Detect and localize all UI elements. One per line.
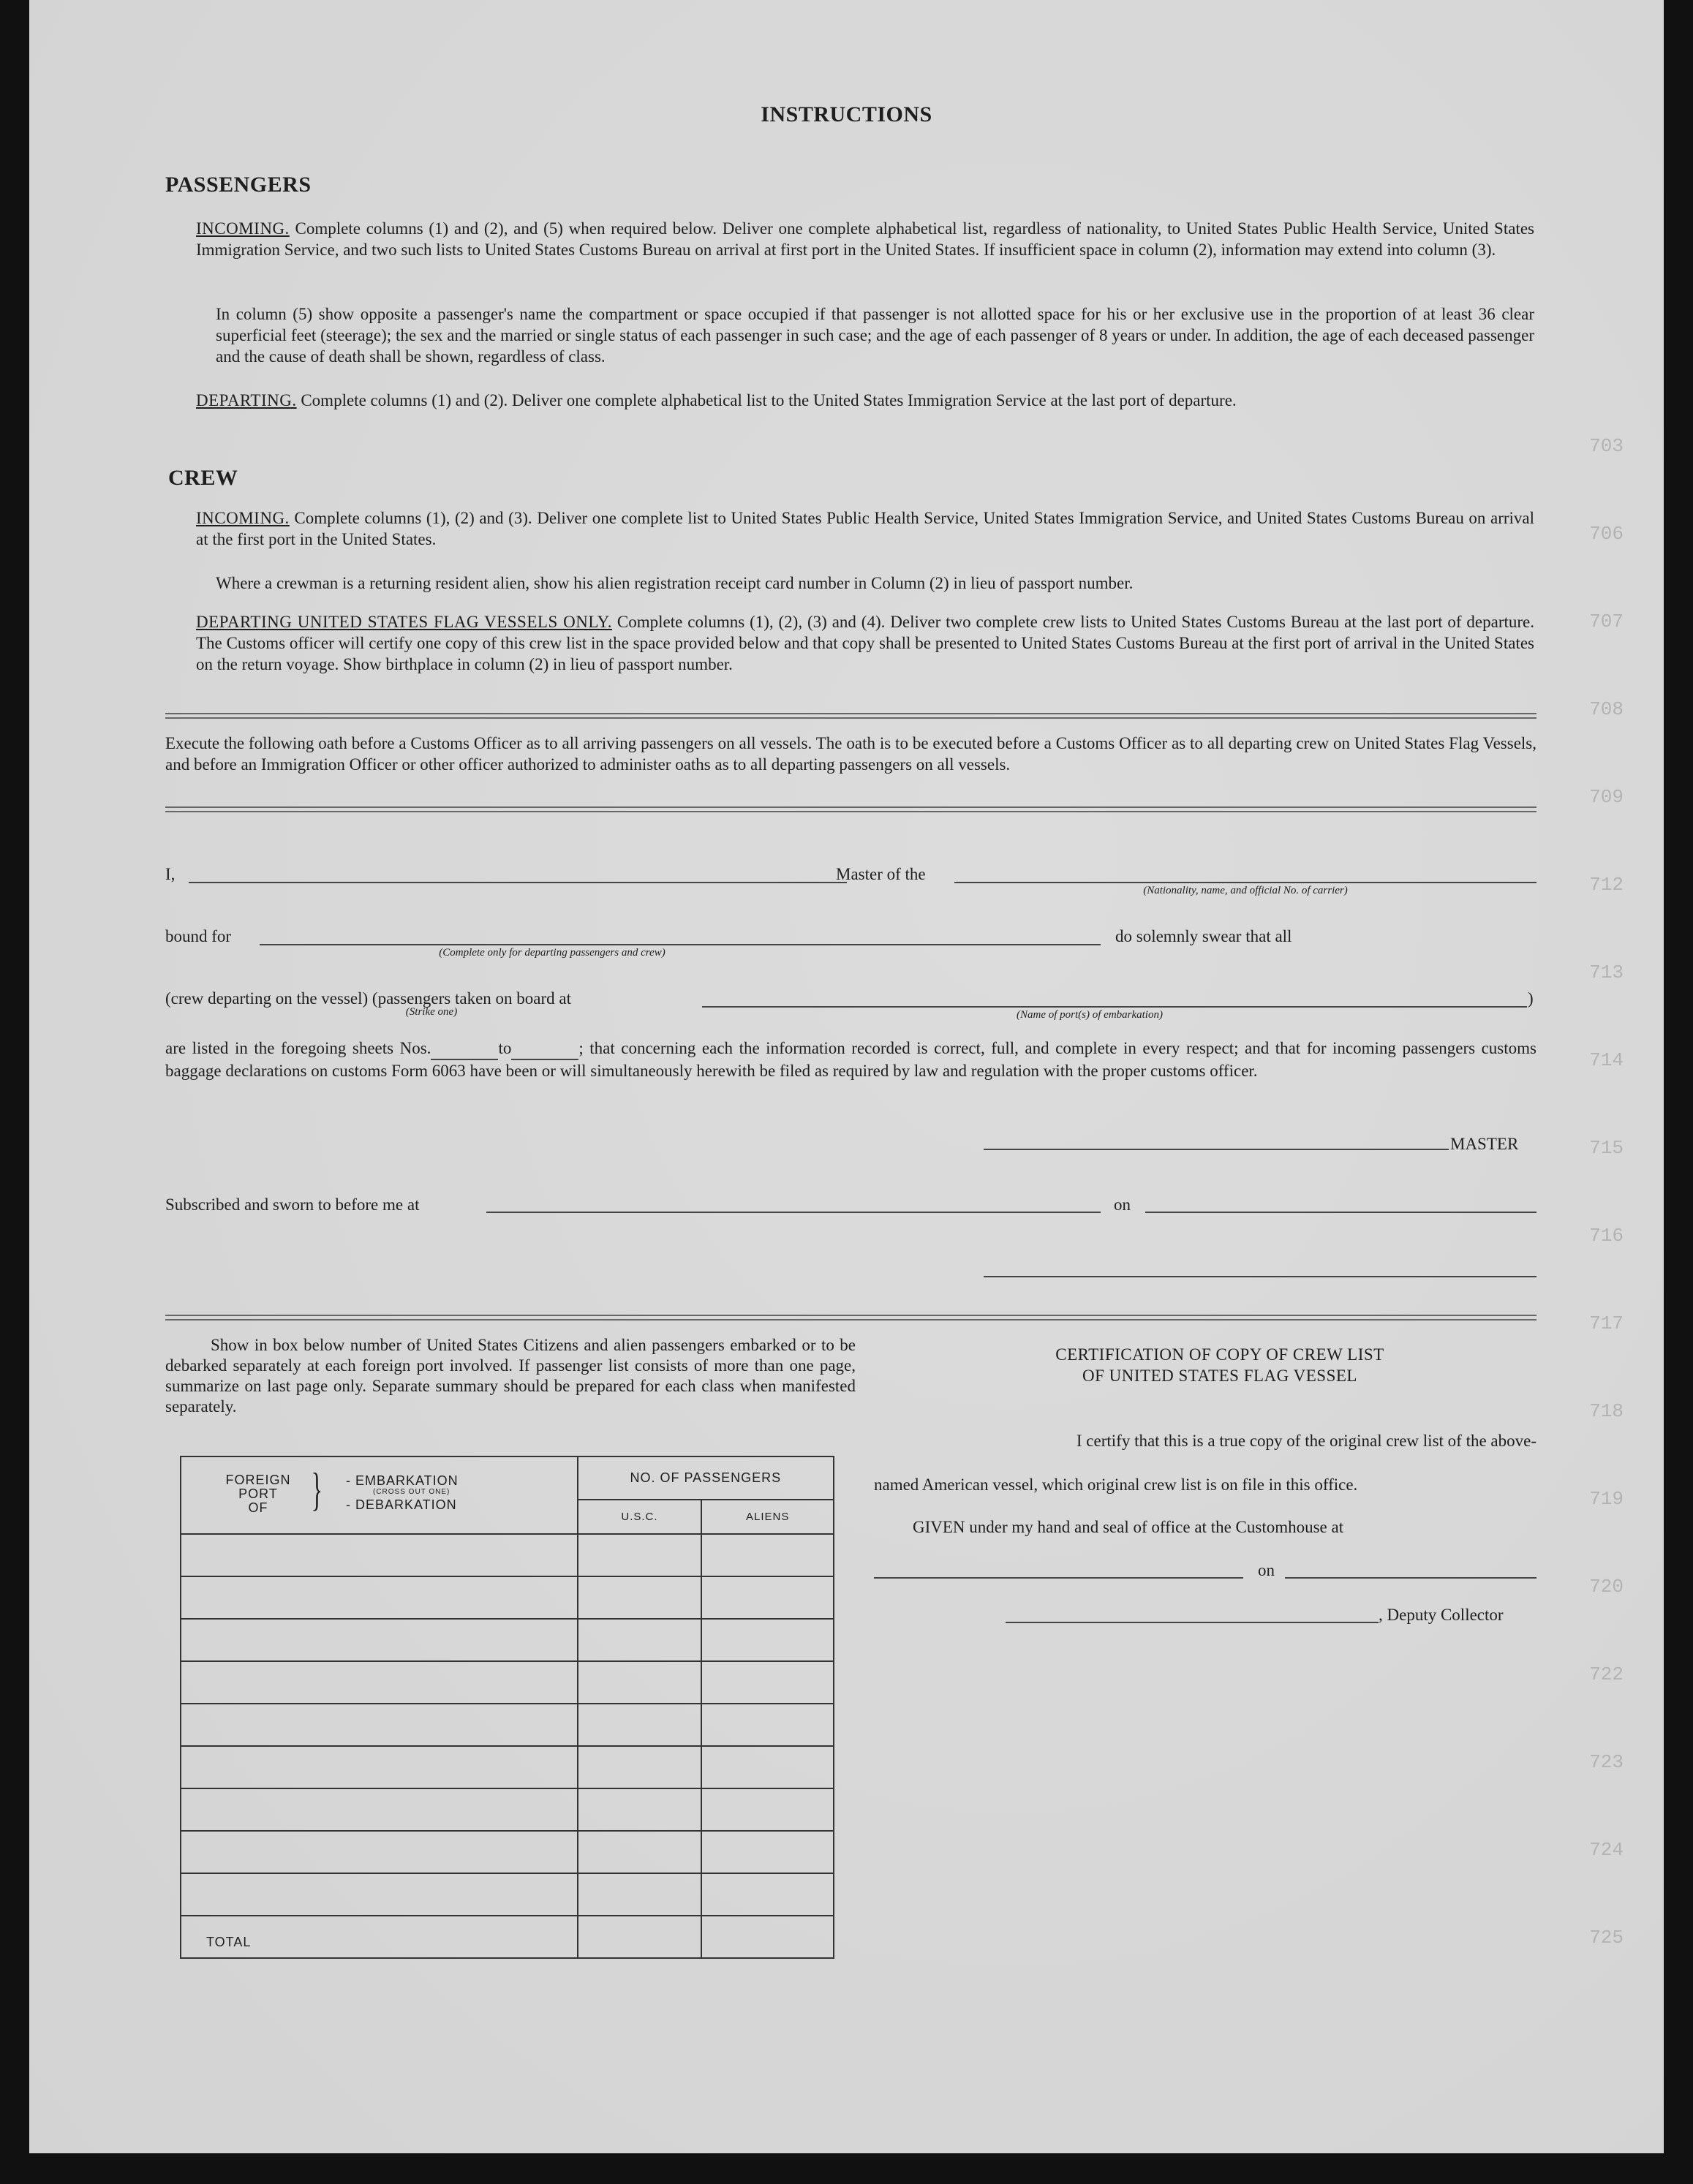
aliens-cell[interactable] (701, 1576, 834, 1619)
crew-passengers-label: (crew departing on the vessel) (passengers taken on board at (165, 989, 571, 1008)
departing-note: (Complete only for departing passengers and crew) (439, 947, 665, 959)
deputy-collector-label: , Deputy Collector (1379, 1606, 1504, 1624)
subscribed-on-label: on (1114, 1195, 1131, 1214)
port-cell[interactable] (181, 1873, 578, 1916)
crew-incoming-label: INCOMING. (196, 509, 290, 527)
port-cell[interactable] (181, 1619, 578, 1661)
foreign-port-of (218, 1473, 298, 1515)
bleedthrough-number: 718 (1589, 1400, 1624, 1422)
swear-label: do solemnly swear that all (1115, 927, 1292, 945)
bleedthrough-number: 706 (1589, 523, 1624, 545)
bleedthrough-number: 720 (1589, 1576, 1624, 1598)
crew-departing-text: Complete columns (1), (2), (3) and (4). Deliver two complete crew lists to United States Customs Bureau at the last port of departure. The Customs officer will certify one copy of this crew list in the space provided below and that copy shall be presented to United States Customs Bureau at the first port of arrival in the United States on the return voyage. Show birthplace in column (2) in lieu of passport number. (196, 613, 1535, 673)
bleedthrough-column (1536, 435, 1624, 2044)
certify-line1: I certify that this is a true copy of the original crew list of the above- (1076, 1432, 1536, 1450)
port-cell[interactable] (181, 1661, 578, 1704)
passenger-summary-table (180, 1456, 834, 1959)
carrier-field[interactable] (954, 882, 1536, 883)
port-cell[interactable] (181, 1576, 578, 1619)
listed-paragraph (165, 1038, 1536, 1081)
bleedthrough-number: 713 (1589, 961, 1624, 983)
summary-note: Show in box below number of United States Citizens and alien passengers embarked or to be debarked separately at each foreign port involved. If passenger list consists of more than one page, summarize on last page only. Separate summary should be prepared for each class when manifested separately. (165, 1336, 856, 1416)
listed-rest: ; that concerning each the information recorded is correct, full, and complete in every respect; and that for incoming passengers customs baggage declarations on customs Form 6063 have been or will simultaneously herewith be filed as required by law and regulation with the proper customs officer. (165, 1039, 1536, 1080)
aliens-header: ALIENS (701, 1500, 834, 1534)
brace-icon: } (311, 1463, 323, 1515)
to-label: to (498, 1039, 512, 1057)
usc-total-cell[interactable] (578, 1916, 702, 1958)
port-cell[interactable] (181, 1746, 578, 1788)
debarkation-label: - DEBARKATION (346, 1497, 457, 1512)
bleedthrough-number: 722 (1589, 1663, 1624, 1685)
usc-cell[interactable] (578, 1576, 702, 1619)
divider-double (165, 806, 1536, 812)
bleedthrough-number: 714 (1589, 1049, 1624, 1071)
master-label: MASTER (1450, 1135, 1519, 1153)
passengers-incoming-text: Complete columns (1) and (2), and (5) when required below. Deliver one complete alphabetical list, regardless of nationality, to United States Public Health Service, United States Immigration Service, and two such lists to United States Customs Bureau on arrival at first port in the United States. If insufficient space in column (2), information may extend into column (3). (196, 219, 1534, 259)
usc-cell[interactable] (578, 1704, 702, 1746)
bleedthrough-number: 725 (1589, 1927, 1624, 1949)
aliens-cell[interactable] (701, 1788, 834, 1831)
bleedthrough-number: 723 (1589, 1751, 1624, 1773)
embarkation-label: - EMBARKATION (346, 1473, 459, 1488)
ports-note: (Name of port(s) of embarkation) (1017, 1009, 1163, 1021)
crew-departing-paragraph (196, 611, 1534, 675)
divider-double (165, 1315, 1536, 1320)
usc-cell[interactable] (578, 1831, 702, 1873)
deputy-signature-field[interactable] (1006, 1622, 1379, 1623)
sheet-from-field[interactable] (431, 1038, 498, 1060)
usc-cell[interactable] (578, 1619, 702, 1661)
crew-heading: CREW (168, 466, 238, 490)
bleedthrough-number: 707 (1589, 611, 1624, 632)
bleedthrough-number: 716 (1589, 1225, 1624, 1247)
crew-incoming-paragraph (196, 507, 1534, 550)
of-label: OF (248, 1500, 268, 1515)
bleedthrough-number: 708 (1589, 698, 1624, 720)
usc-cell[interactable] (578, 1746, 702, 1788)
listed-prefix: are listed in the foregoing sheets Nos. (165, 1039, 431, 1057)
cert-date-field[interactable] (1285, 1577, 1536, 1579)
cross-out-note: (CROSS OUT ONE) (373, 1488, 450, 1496)
usc-cell[interactable] (578, 1661, 702, 1704)
aliens-cell[interactable] (701, 1746, 834, 1788)
bleedthrough-number: 709 (1589, 786, 1624, 808)
aliens-cell[interactable] (701, 1619, 834, 1661)
port-cell[interactable] (181, 1831, 578, 1873)
port-cell[interactable] (181, 1788, 578, 1831)
port-cell[interactable] (181, 1704, 578, 1746)
bleedthrough-number: 724 (1589, 1839, 1624, 1861)
aliens-cell[interactable] (701, 1534, 834, 1576)
passengers-incoming-label: INCOMING. (196, 219, 290, 238)
usc-cell[interactable] (578, 1873, 702, 1916)
bound-for-field[interactable] (260, 944, 1101, 945)
bleedthrough-number: 717 (1589, 1312, 1624, 1334)
customhouse-field[interactable] (874, 1577, 1243, 1579)
foreign-label: FOREIGN (225, 1473, 291, 1487)
certification-title-line1: CERTIFICATION OF COPY OF CREW LIST (1055, 1345, 1384, 1364)
strike-one-note: (Strike one) (405, 1006, 458, 1018)
subscribed-place-field[interactable] (486, 1212, 1101, 1213)
passengers-departing-paragraph (196, 390, 1534, 411)
master-name-field[interactable] (189, 882, 847, 883)
aliens-total-cell[interactable] (701, 1916, 834, 1958)
crew-departing-label: DEPARTING UNITED STATES FLAG VESSELS ONLY. (196, 613, 612, 631)
crew-returning-paragraph: Where a crewman is a returning resident alien, show his alien registration receipt card number in Column (2) in lieu of passport number. (216, 574, 1134, 592)
bleedthrough-number: 712 (1589, 874, 1624, 896)
subscribed-date-field[interactable] (1145, 1212, 1536, 1213)
bleedthrough-number: 715 (1589, 1137, 1624, 1159)
page-title: INSTRUCTIONS (761, 102, 932, 126)
subscribed-label: Subscribed and sworn to before me at (165, 1195, 420, 1214)
certify-line2: named American vessel, which original crew list is on file in this office. (874, 1475, 1358, 1494)
aliens-cell[interactable] (701, 1704, 834, 1746)
oath-i-label: I, (165, 865, 176, 883)
given-line: GIVEN under my hand and seal of office at the Customhouse at (913, 1518, 1344, 1536)
close-paren: ) (1528, 989, 1534, 1008)
certification-title-line2: OF UNITED STATES FLAG VESSEL (1082, 1367, 1357, 1385)
passengers-column5-paragraph: In column (5) show opposite a passenger's name the compartment or space occupied if that passenger is not allotted space for his or her exclusive use in the proportion of at least 36 clear superficial feet (steerage); the sex and the married or single status of each passenger in such case; and the age of each passenger of 8 years or under. In addition, the age of each deceased passenger and the cause of death shall be shown, regardless of class. (216, 305, 1534, 366)
usc-header: U.S.C. (578, 1500, 702, 1534)
document-page (29, 0, 1664, 2153)
aliens-cell[interactable] (701, 1661, 834, 1704)
total-label: TOTAL (181, 1916, 578, 1958)
bleedthrough-numbers (1536, 435, 1624, 2014)
port-cell[interactable] (181, 1534, 578, 1576)
passengers-departing-label: DEPARTING. (196, 391, 297, 409)
master-signature-field[interactable] (984, 1149, 1449, 1150)
passengers-incoming-paragraph (196, 218, 1534, 260)
bleedthrough-number: 703 (1589, 435, 1624, 457)
carrier-note: (Nationality, name, and official No. of carrier) (1143, 885, 1348, 896)
divider-double (165, 713, 1536, 719)
sheet-to-field[interactable] (511, 1038, 578, 1060)
bound-for-label: bound for (165, 927, 232, 945)
master-of-the-label: Master of the (836, 865, 926, 883)
ports-field[interactable] (702, 1006, 1527, 1008)
passengers-departing-text: Complete columns (1) and (2). Deliver one complete alphabetical list to the United States Immigration Service at the last port of departure. (301, 391, 1237, 409)
port-header-cell (181, 1456, 578, 1534)
usc-cell[interactable] (578, 1534, 702, 1576)
crew-incoming-text: Complete columns (1), (2) and (3). Deliver one complete list to United States Public Health Service, United States Immigration Service, and United States Customs Bureau on arrival at the first port in the United States. (196, 509, 1535, 548)
usc-cell[interactable] (578, 1788, 702, 1831)
oath-intro-paragraph: Execute the following oath before a Customs Officer as to all arriving passengers on all vessels. The oath is to be executed before a Customs Officer as to all departing crew on United States Flag Vessels, and before an Immigration Officer or other officer authorized to administer oaths as to all departing passengers on all vessels. (165, 734, 1536, 774)
bleedthrough-number: 719 (1589, 1488, 1624, 1510)
certification-title (903, 1344, 1536, 1386)
port-label: PORT (238, 1486, 278, 1501)
passengers-heading: PASSENGERS (165, 173, 312, 197)
no-of-passengers-header: NO. OF PASSENGERS (578, 1456, 834, 1500)
aliens-cell[interactable] (701, 1873, 834, 1916)
cert-on-label: on (1258, 1561, 1275, 1579)
officer-signature-field[interactable] (984, 1276, 1536, 1277)
aliens-cell[interactable] (701, 1831, 834, 1873)
